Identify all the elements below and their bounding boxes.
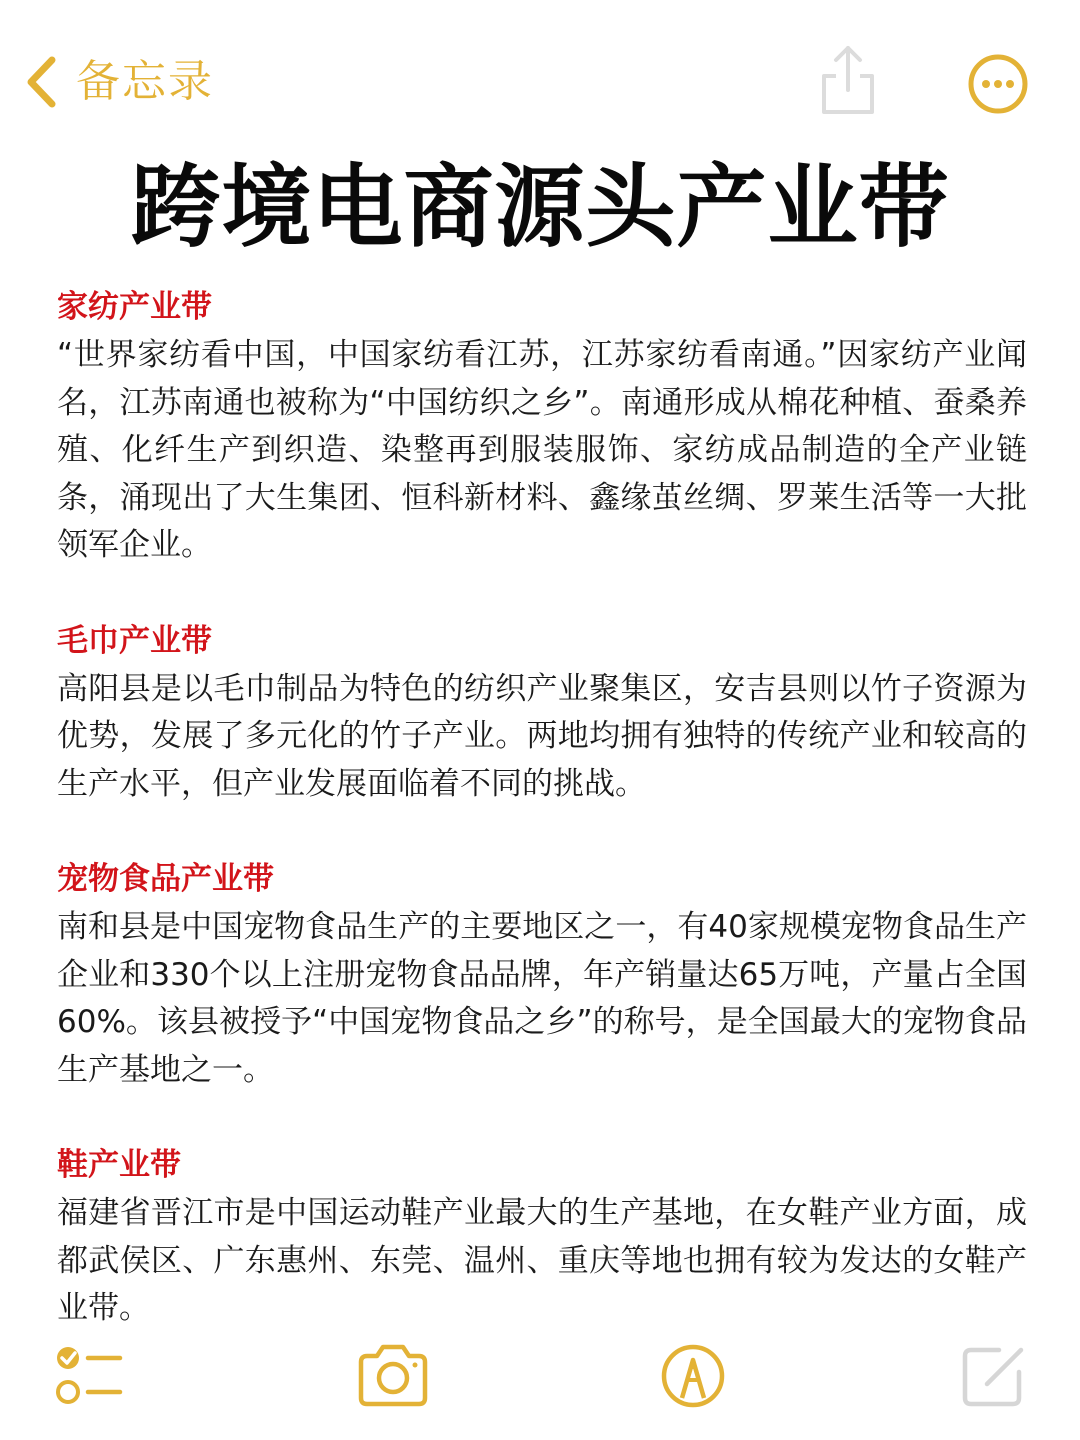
share-icon [818, 42, 878, 118]
section-heading: 家纺产业带 [57, 289, 212, 325]
note-title: 跨境电商源头产业带 [130, 155, 950, 260]
note-section [57, 616, 1027, 809]
share-button[interactable] [818, 42, 878, 118]
checklist-button[interactable] [52, 1336, 132, 1416]
markup-button[interactable] [653, 1336, 733, 1416]
back-button[interactable] [22, 50, 214, 114]
checklist-icon [52, 1336, 132, 1416]
note-section [57, 1140, 1027, 1333]
markup-pen-icon [653, 1336, 733, 1416]
camera-button[interactable] [353, 1336, 433, 1416]
section-body: 南和县是中国宠物食品生产的主要地区之一，有40家规模宠物食品生产企业和330个以上注册宠物食品品牌，年产销量达65万吨，产量占全国60%。该县被授予“中国宠物食品之乡”的称号，是全国最大的宠物食品生产基地之一。 [57, 909, 1027, 1088]
camera-icon [353, 1336, 433, 1416]
navigation-bar [0, 0, 1080, 150]
bottom-toolbar [0, 1330, 1080, 1420]
chevron-left-icon [22, 50, 62, 114]
section-heading: 鞋产业带 [57, 1147, 181, 1183]
section-body: 福建省晋江市是中国运动鞋产业最大的生产基地，在女鞋产业方面，成都武侯区、广东惠州、东莞、温州、重庆等地也拥有较为发达的女鞋产业带。 [57, 1195, 1027, 1326]
section-heading: 宠物食品产业带 [57, 861, 274, 897]
section-body: “世界家纺看中国，中国家纺看江苏，江苏家纺看南通。”因家纺产业闻名，江苏南通也被称为“中国纺织之乡”。南通形成从棉花种植、蚕桑养殖、化纤生产到织造、染整再到服装服饰、家纺成品制造的全产业链条，涌现出了大生集团、恒科新材料、鑫缘茧丝绸、罗莱生活等一大批领军企业。 [57, 337, 1027, 563]
note-section [57, 282, 1027, 570]
compose-button[interactable] [955, 1336, 1035, 1416]
more-options-button[interactable] [966, 52, 1030, 116]
section-heading: 毛巾产业带 [57, 622, 212, 659]
note-content[interactable] [57, 282, 1027, 1333]
compose-icon [955, 1336, 1035, 1416]
more-icon [966, 52, 1030, 116]
section-body: 高阳县是以毛巾制品为特色的纺织产业聚集区，安吉县则以竹子资源为优势，发展了多元化的竹子产业。两地均拥有独特的传统产业和较高的生产水平，但产业发展面临着不同的挑战。 [57, 670, 1027, 802]
back-button-label: 备忘录 [76, 56, 214, 107]
note-section [57, 854, 1027, 1094]
